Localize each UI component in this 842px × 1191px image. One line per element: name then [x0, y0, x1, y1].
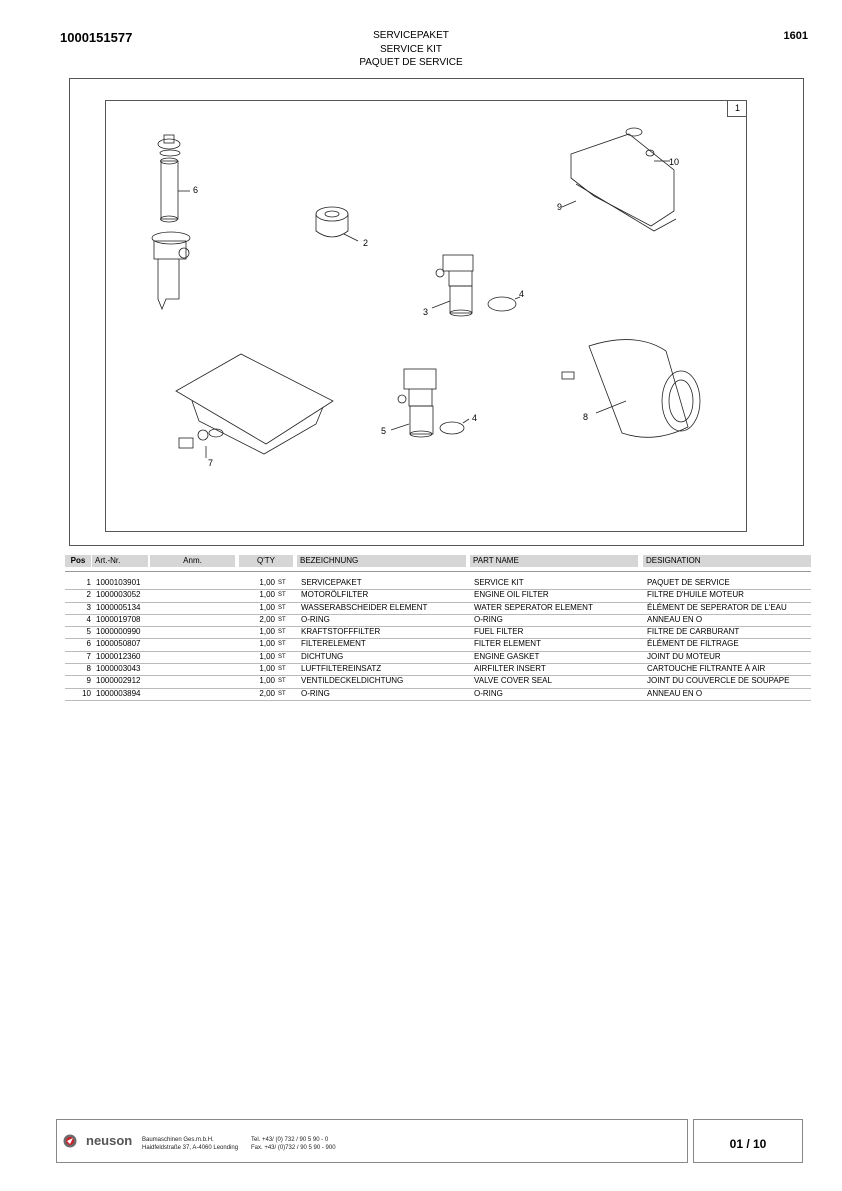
cell-unit: ST — [278, 678, 286, 685]
page-code: 1601 — [783, 30, 808, 42]
cell-bezeichnung: O-RING — [301, 614, 330, 624]
cell-art-nr: 1000012360 — [96, 651, 141, 661]
cell-bezeichnung: WASSERABSCHEIDER ELEMENT — [301, 602, 428, 612]
column-designation: DESIGNATION — [643, 555, 811, 567]
cell-pos: 6 — [86, 639, 91, 649]
cell-pos: 4 — [86, 614, 91, 624]
column-part-name: PART NAME — [470, 555, 638, 567]
cell-qty: 1,00 — [259, 664, 275, 674]
cell-unit: ST — [278, 616, 286, 623]
brand-name: neuson — [86, 1133, 133, 1148]
table-row — [65, 627, 811, 639]
callout-4a: 4 — [519, 289, 525, 299]
cell-qty: 2,00 — [259, 688, 275, 698]
callout-3: 3 — [423, 307, 429, 317]
title-french: PAQUET DE SERVICE — [359, 57, 463, 68]
table-row — [65, 590, 811, 602]
cell-bezeichnung: DICHTUNG — [301, 651, 344, 661]
header-divider — [65, 571, 811, 572]
table-row — [65, 578, 811, 590]
filter-element-illustration — [152, 135, 190, 309]
cell-art-nr: 1000005134 — [96, 602, 141, 612]
title-english: SERVICE KIT — [379, 44, 443, 55]
cell-unit: ST — [278, 629, 286, 636]
cell-part-name: FUEL FILTER — [474, 627, 524, 637]
cell-bezeichnung: O-RING — [301, 688, 330, 698]
column-qty: Q'TY — [239, 555, 293, 567]
cell-art-nr: 1000003043 — [96, 664, 141, 674]
cell-bezeichnung: MOTORÖLFILTER — [301, 590, 369, 600]
table-row — [65, 664, 811, 676]
cell-designation: JOINT DU MOTEUR — [647, 651, 721, 661]
callout-5: 5 — [381, 426, 387, 436]
water-separator-illustration — [432, 255, 520, 316]
cell-unit: ST — [278, 641, 286, 648]
cell-qty: 1,00 — [259, 590, 275, 600]
cell-qty: 1,00 — [259, 651, 275, 661]
callout-2: 2 — [363, 238, 369, 248]
air-filter-illustration — [562, 340, 700, 438]
column-art-nr: Art.-Nr. — [92, 555, 148, 567]
cell-part-name: SERVICE KIT — [474, 578, 524, 587]
cell-unit: ST — [278, 690, 286, 697]
cell-art-nr: 1000003052 — [96, 590, 141, 600]
cell-qty: 1,00 — [259, 676, 275, 686]
cell-qty: 1,00 — [259, 578, 275, 587]
cell-pos: 7 — [86, 651, 91, 661]
document-number: 1000151577 — [60, 30, 133, 45]
cell-pos: 8 — [86, 664, 91, 674]
cell-unit: ST — [278, 666, 286, 673]
phone-number: Tel. +43/ (0) 732 / 90 5 90 - 0 — [251, 1137, 329, 1143]
cell-bezeichnung: VENTILDECKELDICHTUNG — [301, 676, 404, 686]
cell-designation: FILTRE D'HUILE MOTEUR — [647, 590, 744, 600]
cell-designation: ÉLÉMENT DE FILTRAGE — [647, 639, 739, 649]
cell-designation: ANNEAU EN O — [647, 688, 703, 698]
cell-part-name: ENGINE GASKET — [474, 651, 540, 661]
cell-art-nr: 1000103901 — [96, 578, 141, 587]
cell-unit: ST — [278, 592, 286, 599]
cell-designation: ANNEAU EN O — [647, 614, 703, 624]
callout-8: 8 — [583, 412, 589, 422]
cell-art-nr: 1000000990 — [96, 627, 141, 637]
cell-part-name: O-RING — [474, 614, 503, 624]
cell-designation: CARTOUCHE FILTRANTE À AIR — [647, 664, 766, 674]
cell-unit: ST — [278, 580, 286, 586]
column-bezeichnung: BEZEICHNUNG — [297, 555, 466, 567]
cell-pos: 10 — [82, 688, 91, 698]
company-name: Baumaschinen Ges.m.b.H. — [142, 1137, 214, 1143]
page-counter: 01 / 10 — [729, 1137, 767, 1151]
table-row — [65, 652, 811, 664]
company-address: Haidfeldstraße 37, A-4060 Leonding — [142, 1145, 239, 1151]
sheet-number-box: 1 — [727, 100, 747, 117]
parts-table-body — [65, 578, 811, 701]
neuson-logo-icon — [63, 1134, 77, 1148]
table-row — [65, 615, 811, 627]
valve-cover-illustration — [562, 128, 676, 231]
callout-7: 7 — [208, 458, 214, 468]
fuel-filter-illustration — [391, 369, 469, 437]
cell-part-name: WATER SEPERATOR ELEMENT — [474, 602, 593, 612]
table-row — [65, 689, 811, 701]
cell-part-name: FILTER ELEMENT — [474, 639, 541, 649]
cell-part-name: ENGINE OIL FILTER — [474, 590, 549, 600]
cell-pos: 5 — [86, 627, 91, 637]
table-row — [65, 639, 811, 651]
cell-part-name: VALVE COVER SEAL — [474, 676, 552, 686]
parts-table-header — [65, 555, 811, 567]
cell-designation: ÉLÉMENT DE SEPERATOR DE L'EAU — [647, 602, 787, 612]
cell-part-name: AIRFILTER INSERT — [474, 664, 546, 674]
cell-pos: 2 — [86, 590, 91, 600]
cell-unit: ST — [278, 604, 286, 611]
callout-4b: 4 — [472, 413, 478, 423]
callout-9: 9 — [557, 202, 563, 212]
cell-art-nr: 1000002912 — [96, 676, 141, 686]
cell-bezeichnung: LUFTFILTEREINSATZ — [301, 664, 382, 674]
cell-designation: JOINT DU COUVERCLE DE SOUPAPE — [647, 676, 790, 686]
cell-qty: 2,00 — [259, 614, 275, 624]
cell-pos: 9 — [86, 676, 91, 686]
column-anm: Anm. — [150, 555, 235, 567]
cell-art-nr: 1000019708 — [96, 614, 141, 624]
table-row — [65, 676, 811, 688]
cell-unit: ST — [278, 653, 286, 660]
column-pos: Pos — [65, 555, 91, 567]
oil-pan-illustration — [176, 354, 333, 458]
table-row — [65, 603, 811, 615]
cell-pos: 3 — [86, 602, 91, 612]
cell-qty: 1,00 — [259, 627, 275, 637]
callout-10: 10 — [669, 157, 680, 167]
cell-pos: 1 — [86, 578, 91, 587]
title-german: SERVICEPAKET — [373, 30, 449, 41]
cell-qty: 1,00 — [259, 602, 275, 612]
cell-qty: 1,00 — [259, 639, 275, 649]
cell-bezeichnung: KRAFTSTOFFFILTER — [301, 627, 381, 637]
cell-art-nr: 1000003894 — [96, 688, 141, 698]
cell-bezeichnung: FILTERELEMENT — [301, 639, 366, 649]
cell-art-nr: 1000050807 — [96, 639, 141, 649]
fax-number: Fax. +43/ (0)732 / 90 5 90 - 900 — [251, 1145, 336, 1151]
cell-designation: PAQUET DE SERVICE — [647, 578, 730, 587]
cell-part-name: O-RING — [474, 688, 503, 698]
callout-6: 6 — [193, 185, 199, 195]
oil-filter-illustration — [316, 207, 358, 241]
cell-designation: FILTRE DE CARBURANT — [647, 627, 740, 637]
cell-bezeichnung: SERVICEPAKET — [301, 578, 362, 587]
